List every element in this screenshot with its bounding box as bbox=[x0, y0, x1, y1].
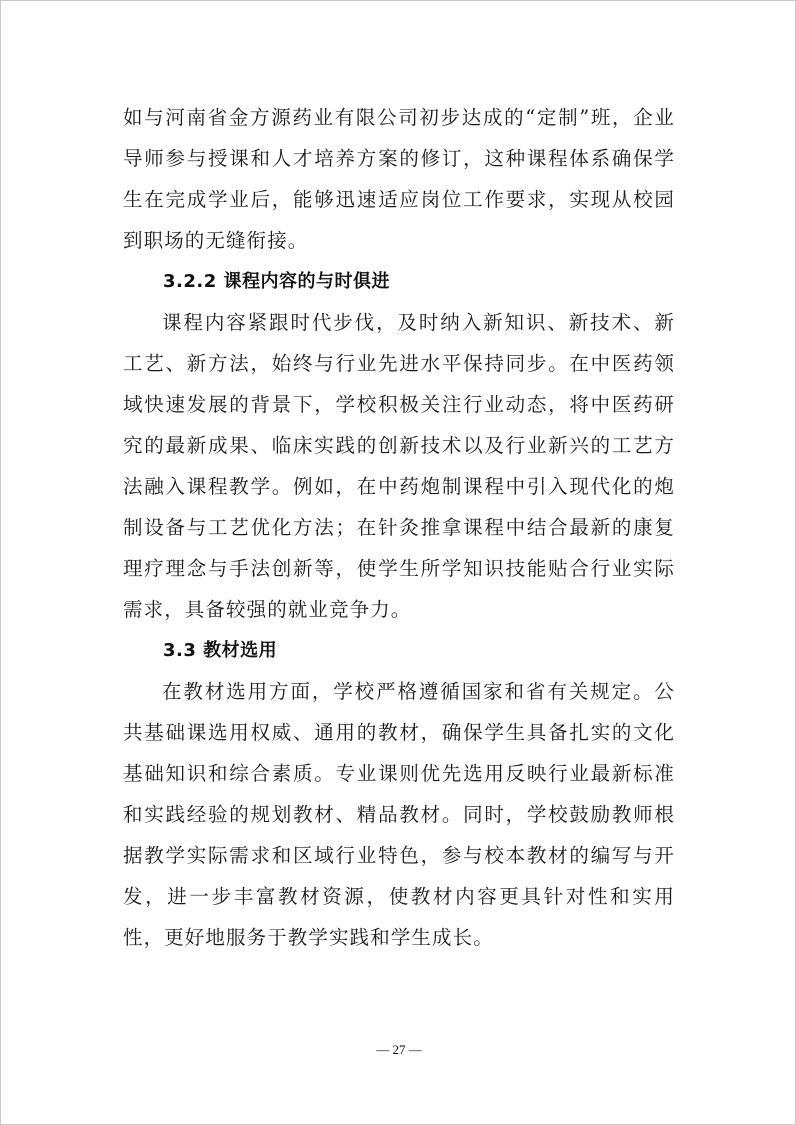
paragraph-course-content: 课程内容紧跟时代步伐，及时纳入新知识、新技术、新工艺、新方法，始终与行业先进水平保持同步。在中医药领域快速发展的背景下，学校积极关注行业动态，将中医药研究的最新成果、临床实践的创新技术以及行业新兴的工艺方法融入课程教学。例如，在中药炮制课程中引入现代化的炮制设备与工艺优化方法；在针灸推拿课程中结合最新的康复理疗理念与手法创新等，使学生所学知识技能贴合行业实际需求，具备较强的就业竞争力。 bbox=[123, 311, 675, 621]
section-heading-3-2-2: 3.2.2 课程内容的与时俱进 bbox=[163, 271, 391, 292]
page-number: — 27 — bbox=[376, 1042, 422, 1057]
page-content bbox=[123, 97, 675, 958]
paragraph-continued: 如与河南省金方源药业有限公司初步达成的“定制”班，企业导师参与授课和人才培养方案的修订，这种课程体系确保学生在完成学业后，能够迅速适应岗位工作要求，实现从校园到职场的无缝衔接。 bbox=[123, 106, 675, 252]
paragraph-textbook-selection: 在教材选用方面，学校严格遵循国家和省有关规定。公共基础课选用权威、通用的教材，确保学生具备扎实的文化基础知识和综合素质。专业课则优先选用反映行业最新标准和实践经验的规划教材、精品教材。同时，学校鼓励教师根据教学实际需求和区域行业特色，参与校本教材的编写与开发，进一步丰富教材资源，使教材内容更具针对性和实用性，更好地服务于教学实践和学生成长。 bbox=[123, 680, 675, 949]
section-heading-3-3: 3.3 教材选用 bbox=[163, 640, 278, 661]
